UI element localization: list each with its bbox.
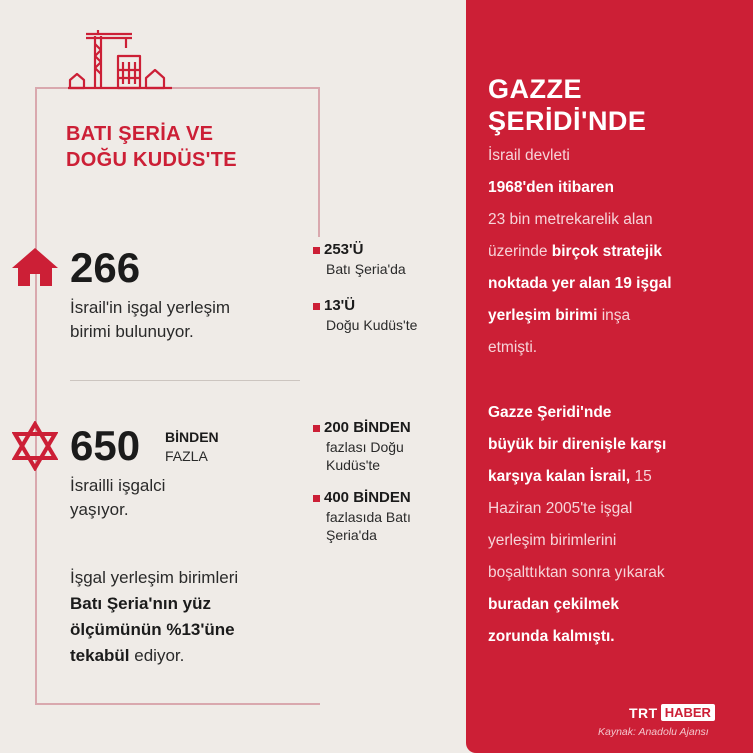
logo-trt-text: TRT (629, 704, 658, 721)
side-stat-head (313, 419, 411, 437)
gaza-text-bold: yerleşim birimi (488, 307, 598, 324)
logo-haber-text: HABER (661, 704, 715, 721)
gaza-text-line (488, 467, 652, 487)
bullet-icon (313, 425, 320, 432)
bottom-text-line (70, 644, 184, 668)
gaza-text: üzerinde (488, 243, 552, 260)
divider (70, 380, 300, 381)
gaza-text-line (488, 242, 662, 262)
gaza-text: 15 (630, 468, 652, 485)
gaza-text-line (488, 306, 630, 326)
gaza-title (488, 73, 646, 137)
city-construction-icon (68, 30, 172, 90)
gaza-text-bold: büyük bir direnişle karşı (488, 436, 667, 453)
settler-count: 650 (70, 422, 141, 469)
gaza-text: inşa (597, 307, 631, 324)
gaza-text-bold: Gazze Şeridi'nde (488, 404, 612, 421)
side-stat-head (313, 297, 355, 315)
bottom-text-rest: ediyor. (129, 646, 185, 665)
gaza-text-line: boşalttıktan sonra yıkarak (488, 564, 665, 581)
settlement-desc-line: İsrail'in işgal yerleşim (70, 298, 231, 317)
star-of-david-icon (12, 421, 58, 471)
source-credit: Kaynak: Anadolu Ajansı (598, 726, 709, 738)
side-stat-sub: fazlasıda Batı (326, 509, 411, 525)
side-stat-sub: Kudüs'te (326, 457, 381, 473)
settlement-count: 266 (70, 244, 141, 291)
gaza-text-bold: 1968'den itibaren (488, 179, 615, 196)
gaza-text-bold: noktada yer alan 19 işgal (488, 275, 672, 292)
gaza-text-line: yerleşim birimlerini (488, 532, 617, 549)
settler-desc-line: yaşıyor. (70, 500, 129, 519)
gaza-text-line (488, 435, 666, 455)
bottom-text-line: Batı Şeria'nın yüz (70, 594, 212, 613)
frame-line (170, 87, 320, 89)
side-stat-head-text: 13'Ü (324, 297, 356, 314)
section-title-line: BATI ŞERİA VE (66, 123, 214, 145)
gaza-text-line: etmişti. (488, 339, 538, 356)
gaza-text-line (488, 627, 615, 647)
bullet-icon (313, 303, 320, 310)
settler-desc-line: İsrailli işgalci (70, 476, 166, 495)
bullet-icon (313, 495, 320, 502)
frame-line (35, 703, 320, 705)
side-stat-head-text: 200 BİNDEN (324, 419, 411, 436)
gaza-text-line: Haziran 2005'te işgal (488, 500, 633, 517)
house-icon (10, 246, 60, 288)
settler-unit: FAZLA (165, 448, 208, 464)
gaza-text-line: İsrail devleti (488, 147, 570, 164)
settler-unit: BİNDEN (165, 429, 219, 445)
gaza-text-line: 23 bin metrekarelik alan (488, 211, 653, 228)
bullet-icon (313, 247, 320, 254)
gaza-text-line (488, 178, 614, 198)
gaza-text-bold: karşıya kalan İsrail, (488, 468, 631, 485)
side-stat-sub: Şeria'da (326, 527, 377, 543)
gaza-text-line (488, 595, 619, 615)
bottom-text-line: ölçümünün %13'üne (70, 620, 235, 639)
side-stat-head-text: 400 BİNDEN (324, 489, 411, 506)
side-stat-sub: Batı Şeria'da (326, 261, 406, 277)
bottom-text-line: İşgal yerleşim birimleri (70, 568, 239, 587)
side-stat-head (313, 489, 411, 507)
settlement-desc-line: birimi bulunuyor. (70, 322, 194, 341)
gaza-text-line (488, 274, 672, 294)
section-title (66, 121, 237, 173)
frame-line (318, 87, 320, 237)
gaza-text-line (488, 403, 611, 423)
gaza-text-bold: buradan çekilmek (488, 596, 619, 613)
gaza-text-bold: birçok stratejik (551, 243, 663, 260)
side-stat-head (313, 241, 363, 259)
trt-haber-logo (629, 703, 715, 722)
side-stat-sub: Doğu Kudüs'te (326, 317, 418, 333)
side-stat-sub: fazlası Doğu (326, 439, 404, 455)
gaza-text-bold: zorunda kalmıştı. (488, 628, 615, 645)
bottom-text-bold: tekabül (70, 646, 130, 665)
gaza-title-line: GAZZE (488, 74, 582, 104)
gaza-title-line: ŞERİDİ'NDE (488, 106, 647, 136)
section-title-line: DOĞU KUDÜS'TE (66, 149, 237, 171)
frame-line (35, 87, 37, 704)
side-stat-head-text: 253'Ü (324, 241, 364, 258)
